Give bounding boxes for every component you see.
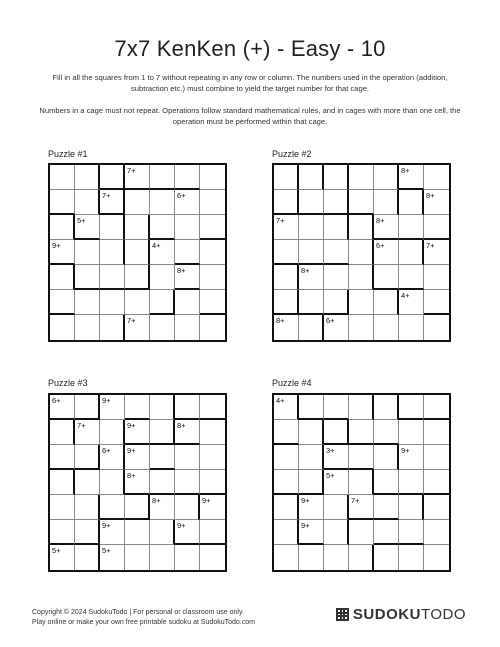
- grid-cell[interactable]: [374, 315, 399, 340]
- grid-cell[interactable]: [50, 520, 75, 545]
- grid-cell[interactable]: [50, 445, 75, 470]
- cage-clue: 8+: [152, 496, 161, 505]
- grid-cell[interactable]: [125, 290, 150, 315]
- grid-cell[interactable]: [200, 470, 225, 495]
- grid-cell[interactable]: [399, 445, 424, 470]
- copyright-text: Copyright © 2024 SudokuTodo | For personal or classroom use only.: [32, 609, 244, 616]
- grid-cell[interactable]: [100, 520, 125, 545]
- cage-clue: 8+: [177, 266, 186, 275]
- grid-cell[interactable]: [324, 240, 349, 265]
- grid-cell[interactable]: [175, 395, 200, 420]
- grid-cell[interactable]: [50, 315, 75, 340]
- cage-clue: 9+: [301, 496, 310, 505]
- grid-cell[interactable]: [424, 395, 449, 420]
- grid-cell[interactable]: [399, 470, 424, 495]
- promo-text: Play online or make your own free printable sudoku at SudokuTodo.com: [32, 619, 255, 626]
- cage-clue: 7+: [276, 216, 285, 225]
- grid-cell[interactable]: [349, 545, 374, 570]
- grid-cell[interactable]: [175, 290, 200, 315]
- grid-cell[interactable]: [125, 165, 150, 190]
- cage-clue: 9+: [301, 521, 310, 530]
- grid-cell[interactable]: [50, 420, 75, 445]
- brand-name-todo: TODO: [420, 606, 466, 623]
- grid-cell[interactable]: [299, 545, 324, 570]
- grid-cell[interactable]: [150, 240, 175, 265]
- grid-cell[interactable]: [274, 395, 299, 420]
- grid-cell[interactable]: [125, 470, 150, 495]
- grid-cell[interactable]: [299, 290, 324, 315]
- grid-cell[interactable]: [299, 215, 324, 240]
- puzzle-4-label: Puzzle #4: [272, 378, 312, 388]
- grid-cell[interactable]: [200, 520, 225, 545]
- grid-cell[interactable]: [100, 545, 125, 570]
- grid-cell[interactable]: [274, 495, 299, 520]
- grid-cell[interactable]: [200, 165, 225, 190]
- grid-cell[interactable]: [274, 190, 299, 215]
- grid-cell[interactable]: [399, 240, 424, 265]
- grid-cell[interactable]: [299, 190, 324, 215]
- grid-cell[interactable]: [175, 445, 200, 470]
- cage-clue: 7+: [102, 191, 111, 200]
- grid-cell[interactable]: [100, 495, 125, 520]
- grid-cell[interactable]: [374, 395, 399, 420]
- grid-cell[interactable]: [200, 445, 225, 470]
- cage-clue: 8+: [301, 266, 310, 275]
- cage-clue: 8+: [426, 191, 435, 200]
- grid-cell[interactable]: [175, 265, 200, 290]
- puzzle-4-grid: [272, 393, 451, 572]
- grid-cell[interactable]: [374, 520, 399, 545]
- cage-clue: 6+: [326, 316, 335, 325]
- grid-cell[interactable]: [75, 165, 100, 190]
- grid-cell[interactable]: [299, 240, 324, 265]
- grid-cell[interactable]: [324, 420, 349, 445]
- grid-cell[interactable]: [274, 420, 299, 445]
- cage-clue: 7+: [77, 421, 86, 430]
- cage-clue: 8+: [127, 471, 136, 480]
- grid-cell[interactable]: [424, 545, 449, 570]
- cage-clue: 7+: [127, 166, 136, 175]
- page-title: 7x7 KenKen (+) - Easy - 10: [114, 36, 386, 61]
- cage-clue: 9+: [52, 241, 61, 250]
- grid-cell[interactable]: [399, 520, 424, 545]
- grid-cell[interactable]: [175, 420, 200, 445]
- grid-cell[interactable]: [424, 420, 449, 445]
- grid-cell[interactable]: [175, 545, 200, 570]
- cage-clue: 9+: [102, 521, 111, 530]
- grid-cell[interactable]: [274, 290, 299, 315]
- grid-cell[interactable]: [274, 215, 299, 240]
- grid-cell[interactable]: [424, 190, 449, 215]
- grid-cell[interactable]: [299, 520, 324, 545]
- grid-cell[interactable]: [424, 315, 449, 340]
- grid-cell[interactable]: [424, 520, 449, 545]
- grid-cell[interactable]: [349, 165, 374, 190]
- cage-clue: 9+: [202, 496, 211, 505]
- grid-cell[interactable]: [150, 290, 175, 315]
- grid-cell[interactable]: [200, 265, 225, 290]
- cage-clue: 9+: [127, 446, 136, 455]
- grid-cell[interactable]: [399, 290, 424, 315]
- grid-cell[interactable]: [75, 315, 100, 340]
- cage-clue: 5+: [326, 471, 335, 480]
- puzzle-2-grid: [272, 163, 451, 342]
- grid-cell[interactable]: [125, 545, 150, 570]
- grid-cell[interactable]: [100, 315, 125, 340]
- grid-cell[interactable]: [349, 420, 374, 445]
- grid-cell[interactable]: [200, 215, 225, 240]
- grid-cell[interactable]: [299, 445, 324, 470]
- grid-cell[interactable]: [374, 165, 399, 190]
- grid-cell[interactable]: [349, 495, 374, 520]
- grid-cell[interactable]: [175, 520, 200, 545]
- grid-cell[interactable]: [125, 265, 150, 290]
- cage-clue: 6+: [376, 241, 385, 250]
- grid-cell[interactable]: [349, 395, 374, 420]
- grid-cell[interactable]: [75, 290, 100, 315]
- grid-cell[interactable]: [200, 395, 225, 420]
- grid-cell[interactable]: [150, 215, 175, 240]
- grid-cell[interactable]: [200, 190, 225, 215]
- grid-cell[interactable]: [175, 215, 200, 240]
- grid-cell[interactable]: [349, 315, 374, 340]
- grid-cell[interactable]: [100, 290, 125, 315]
- cage-clue: 5+: [52, 546, 61, 555]
- grid-cell[interactable]: [50, 165, 75, 190]
- grid-cell[interactable]: [399, 165, 424, 190]
- grid-cell[interactable]: [125, 315, 150, 340]
- cage-clue: 8+: [401, 166, 410, 175]
- grid-cell[interactable]: [299, 395, 324, 420]
- grid-cell[interactable]: [324, 190, 349, 215]
- grid-cell[interactable]: [50, 215, 75, 240]
- brand-name-sudoku: SUDOKU: [352, 606, 421, 623]
- grid-cell[interactable]: [175, 470, 200, 495]
- grid-cell[interactable]: [100, 165, 125, 190]
- grid-cell[interactable]: [150, 495, 175, 520]
- grid-cell[interactable]: [349, 290, 374, 315]
- grid-cell[interactable]: [274, 445, 299, 470]
- grid-cell[interactable]: [374, 495, 399, 520]
- grid-cell[interactable]: [399, 420, 424, 445]
- grid-cell[interactable]: [349, 445, 374, 470]
- cage-clue: 6+: [102, 446, 111, 455]
- cage-clue: 4+: [276, 396, 285, 405]
- grid-cell[interactable]: [424, 495, 449, 520]
- grid-cell[interactable]: [75, 190, 100, 215]
- grid-cell[interactable]: [125, 215, 150, 240]
- grid-cell[interactable]: [50, 240, 75, 265]
- grid-cell[interactable]: [175, 190, 200, 215]
- grid-cell[interactable]: [374, 215, 399, 240]
- grid-cell[interactable]: [75, 545, 100, 570]
- grid-cell[interactable]: [150, 395, 175, 420]
- grid-cell[interactable]: [374, 420, 399, 445]
- grid-cell[interactable]: [349, 240, 374, 265]
- grid-cell[interactable]: [299, 265, 324, 290]
- cage-clue: 6+: [177, 191, 186, 200]
- grid-cell[interactable]: [349, 215, 374, 240]
- grid-cell[interactable]: [125, 420, 150, 445]
- grid-cell[interactable]: [75, 395, 100, 420]
- grid-cell[interactable]: [424, 165, 449, 190]
- grid-cell[interactable]: [374, 290, 399, 315]
- grid-cell[interactable]: [424, 290, 449, 315]
- grid-cell[interactable]: [75, 240, 100, 265]
- grid-cell[interactable]: [324, 520, 349, 545]
- grid-cell[interactable]: [50, 545, 75, 570]
- cage-clue: 7+: [127, 316, 136, 325]
- grid-cell[interactable]: [324, 265, 349, 290]
- grid-cell[interactable]: [200, 240, 225, 265]
- grid-cell[interactable]: [399, 315, 424, 340]
- grid-cell[interactable]: [349, 190, 374, 215]
- cage-clue: 6+: [52, 396, 61, 405]
- grid-cell[interactable]: [75, 470, 100, 495]
- grid-cell[interactable]: [324, 215, 349, 240]
- grid-cell[interactable]: [75, 215, 100, 240]
- instructions-paragraph-2: Numbers in a cage must not repeat. Operations follow standard mathematical rules, and in cages with more than one cell, the operation must be performed within that cage.: [39, 106, 461, 126]
- grid-cell[interactable]: [274, 470, 299, 495]
- grid-cell[interactable]: [399, 190, 424, 215]
- grid-cell[interactable]: [424, 215, 449, 240]
- brand-logo: [336, 606, 466, 623]
- grid-cell[interactable]: [374, 470, 399, 495]
- grid-cell[interactable]: [374, 240, 399, 265]
- grid-cell[interactable]: [399, 215, 424, 240]
- grid-cell[interactable]: [50, 395, 75, 420]
- cage-clue: 9+: [177, 521, 186, 530]
- cage-clue: 5+: [77, 216, 86, 225]
- grid-cell[interactable]: [274, 545, 299, 570]
- grid-cell[interactable]: [299, 165, 324, 190]
- grid-cell[interactable]: [50, 190, 75, 215]
- grid-cell[interactable]: [274, 165, 299, 190]
- grid-cell[interactable]: [324, 290, 349, 315]
- grid-cell[interactable]: [125, 495, 150, 520]
- grid-cell[interactable]: [324, 495, 349, 520]
- grid-cell[interactable]: [150, 315, 175, 340]
- grid-cell[interactable]: [374, 265, 399, 290]
- grid-cell[interactable]: [150, 520, 175, 545]
- cage-clue: 3+: [326, 446, 335, 455]
- grid-cell[interactable]: [424, 470, 449, 495]
- grid-cell[interactable]: [424, 240, 449, 265]
- grid-cell[interactable]: [374, 545, 399, 570]
- grid-cell[interactable]: [125, 395, 150, 420]
- grid-cell[interactable]: [175, 240, 200, 265]
- grid-cell[interactable]: [100, 445, 125, 470]
- grid-cell[interactable]: [100, 395, 125, 420]
- grid-cell[interactable]: [50, 290, 75, 315]
- grid-cell[interactable]: [50, 470, 75, 495]
- grid-cell[interactable]: [324, 165, 349, 190]
- grid-cell[interactable]: [100, 240, 125, 265]
- grid-cell[interactable]: [150, 165, 175, 190]
- grid-cell[interactable]: [349, 265, 374, 290]
- grid-logo-icon: [336, 608, 349, 621]
- grid-cell[interactable]: [299, 315, 324, 340]
- cage-clue: 4+: [401, 291, 410, 300]
- cage-clue: 9+: [102, 396, 111, 405]
- grid-cell[interactable]: [100, 190, 125, 215]
- puzzle-3-label: Puzzle #3: [48, 378, 88, 388]
- grid-cell[interactable]: [299, 495, 324, 520]
- grid-cell[interactable]: [399, 395, 424, 420]
- grid-cell[interactable]: [200, 495, 225, 520]
- grid-cell[interactable]: [274, 265, 299, 290]
- grid-cell[interactable]: [125, 240, 150, 265]
- grid-cell[interactable]: [324, 470, 349, 495]
- cage-clue: 4+: [152, 241, 161, 250]
- grid-cell[interactable]: [75, 420, 100, 445]
- cage-clue: 8+: [177, 421, 186, 430]
- grid-cell[interactable]: [175, 495, 200, 520]
- grid-cell[interactable]: [150, 265, 175, 290]
- grid-cell[interactable]: [424, 445, 449, 470]
- grid-cell[interactable]: [100, 420, 125, 445]
- grid-cell[interactable]: [424, 265, 449, 290]
- grid-cell[interactable]: [399, 545, 424, 570]
- cage-clue: 8+: [376, 216, 385, 225]
- grid-cell[interactable]: [274, 315, 299, 340]
- grid-cell[interactable]: [75, 445, 100, 470]
- puzzle-3-grid: [48, 393, 227, 572]
- instructions-paragraph-1: Fill in all the squares from 1 to 7 without repeating in any row or column. The numbers used in the operation (addition, subtraction etc.) must combine to yield the target number for that cage.: [52, 73, 448, 93]
- grid-cell[interactable]: [75, 495, 100, 520]
- grid-cell[interactable]: [299, 470, 324, 495]
- puzzle-2-label: Puzzle #2: [272, 149, 312, 159]
- grid-cell[interactable]: [324, 315, 349, 340]
- grid-cell[interactable]: [175, 165, 200, 190]
- grid-cell[interactable]: [299, 420, 324, 445]
- grid-cell[interactable]: [324, 395, 349, 420]
- cage-clue: 9+: [127, 421, 136, 430]
- grid-cell[interactable]: [349, 520, 374, 545]
- cage-clue: 5+: [102, 546, 111, 555]
- grid-cell[interactable]: [125, 445, 150, 470]
- grid-cell[interactable]: [100, 265, 125, 290]
- grid-cell[interactable]: [399, 495, 424, 520]
- cage-clue: 9+: [401, 446, 410, 455]
- grid-cell[interactable]: [150, 445, 175, 470]
- grid-cell[interactable]: [374, 445, 399, 470]
- grid-cell[interactable]: [150, 190, 175, 215]
- grid-cell[interactable]: [50, 265, 75, 290]
- grid-cell[interactable]: [50, 495, 75, 520]
- grid-cell[interactable]: [200, 420, 225, 445]
- grid-cell[interactable]: [349, 470, 374, 495]
- grid-cell[interactable]: [100, 215, 125, 240]
- grid-cell[interactable]: [150, 470, 175, 495]
- grid-cell[interactable]: [125, 520, 150, 545]
- grid-cell[interactable]: [374, 190, 399, 215]
- cage-clue: 7+: [426, 241, 435, 250]
- cage-clue: 8+: [276, 316, 285, 325]
- grid-cell[interactable]: [100, 470, 125, 495]
- grid-cell[interactable]: [200, 290, 225, 315]
- grid-cell[interactable]: [200, 315, 225, 340]
- grid-cell[interactable]: [75, 265, 100, 290]
- grid-cell[interactable]: [274, 240, 299, 265]
- grid-cell[interactable]: [150, 420, 175, 445]
- grid-cell[interactable]: [125, 190, 150, 215]
- grid-cell[interactable]: [75, 520, 100, 545]
- grid-cell[interactable]: [399, 265, 424, 290]
- grid-cell[interactable]: [324, 445, 349, 470]
- cage-clue: 7+: [351, 496, 360, 505]
- puzzle-1-grid: [48, 163, 227, 342]
- grid-cell[interactable]: [150, 545, 175, 570]
- puzzle-1-label: Puzzle #1: [48, 149, 88, 159]
- grid-cell[interactable]: [200, 545, 225, 570]
- grid-cell[interactable]: [274, 520, 299, 545]
- grid-cell[interactable]: [324, 545, 349, 570]
- grid-cell[interactable]: [175, 315, 200, 340]
